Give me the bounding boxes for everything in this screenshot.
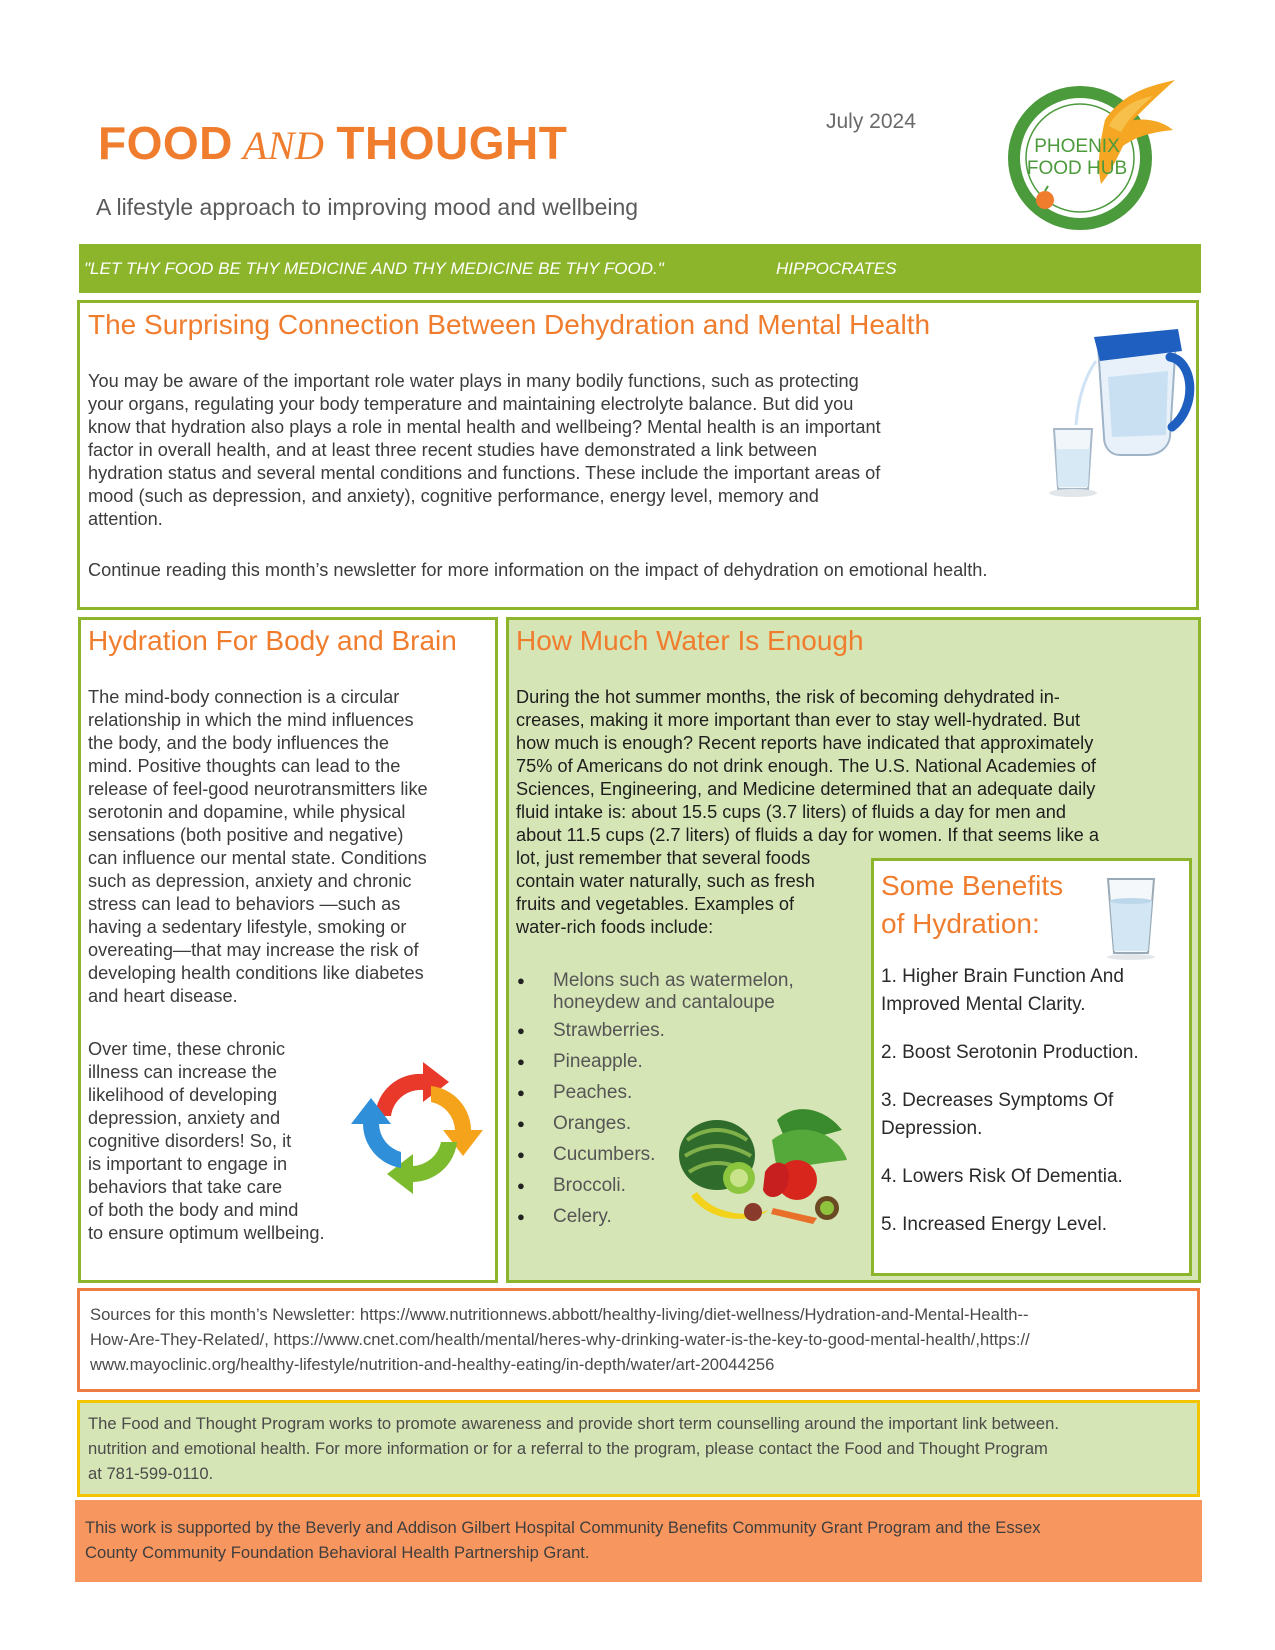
section-dehydration-paragraph [88,370,988,531]
paragraph-line: depression, anxiety and [88,1108,281,1128]
paragraph-line: 75% of Americans do not drink enough. The U.S. National Academies of [516,756,1096,776]
paragraph-line: factor in overall health, and at least three recent studies have demonstrated a link between [88,440,817,460]
section-dehydration [77,300,1199,610]
paragraph-line: is important to engage in [88,1154,288,1174]
sources-line[interactable]: How-Are-They-Related/, https://www.cnet.com/health/mental/heres-why-drinking-water-is-the-key-to-good-mental-health/,https:// [90,1330,1030,1349]
sources-line[interactable]: www.mayoclinic.org/healthy-lifestyle/nutrition-and-healthy-eating/in-depth/water/art-20044256 [90,1355,775,1374]
paragraph-line: sensations (both positive and negative) [88,825,404,845]
paragraph-line: illness can increase the [88,1062,278,1082]
paragraph-line: can influence our mental state. Conditions [88,848,427,868]
newsletter-title [98,116,567,170]
water-glass-image [1096,873,1166,961]
paragraph-line: know that hydration also plays a role in mental health and wellbeing? Mental health is an important [88,417,881,437]
support-text [85,1515,1041,1565]
benefit-item: 3. Decreases Symptoms Of Depression. [881,1090,1114,1139]
section-hydration-body-paragraph [88,686,488,1008]
title-and: AND [242,123,325,168]
list-item: ● Pineapple. [513,1051,833,1073]
paragraph-line: stress can lead to behaviors —such as [88,894,401,914]
list-item: ● Melons such as watermelon, honeydew and cantaloupe [513,970,833,1014]
paragraph-line: During the hot summer months, the risk of becoming dehydrated in- [516,687,1060,707]
benefits-of-hydration-box [871,858,1192,1276]
program-info-box [77,1400,1200,1497]
section-dehydration-heading: The Surprising Connection Between Dehydration and Mental Health [88,309,931,340]
quote-text: "LET THY FOOD BE THY MEDICINE AND THY MEDICINE BE THY FOOD." [84,259,664,278]
paragraph-line: likelihood of developing [88,1085,278,1105]
paragraph-line: water-rich foods include: [516,917,714,937]
paragraph-line: overeating—that may increase the risk of [88,940,419,960]
paragraph-line: The mind-body connection is a circular [88,687,400,707]
paragraph-line: to ensure optimum wellbeing. [88,1223,325,1243]
paragraph-line: of both the body and mind [88,1200,299,1220]
water-pitcher-image [1038,317,1198,502]
support-acknowledgement-box [75,1500,1202,1582]
sources-text [90,1302,1030,1377]
paragraph-line: You may be aware of the important role water plays in many bodily functions, such as protecting [88,371,859,391]
paragraph-line: fruits and vegetables. Examples of [516,894,795,914]
paragraph-line: having a sedentary lifestyle, smoking or [88,917,407,937]
list-item: ● Broccoli. [513,1175,833,1197]
logo-name-line1: PHOENIX [1034,136,1120,157]
paragraph-line: serotonin and dopamine, while physical [88,802,406,822]
sources-box [77,1288,1200,1392]
benefit-item: 4. Lowers Risk Of Dementia. [881,1166,1123,1187]
paragraph-line: Over time, these chronic [88,1039,286,1059]
paragraph-line: lot, just remember that several foods [516,848,811,868]
sources-line[interactable]: Sources for this month’s Newsletter: https://www.nutritionnews.abbott/healthy-living/diet-wellness/Hydration-and-Mental-Health-- [90,1305,1029,1324]
benefits-heading [881,867,1063,943]
fruits-vegetables-image [677,1100,852,1240]
paragraph-line: fluid intake is: about 15.5 cups (3.7 liters) of fluids a day for men and [516,802,1066,822]
section-water-heading: How Much Water Is Enough [516,625,864,656]
paragraph-line: mood (such as depression, and anxiety), cognitive performance, energy level, memory and [88,486,819,506]
logo-name-line2: FOOD HUB [1026,158,1128,179]
paragraph-line: Sciences, Engineering, and Medicine determined that an adequate daily [516,779,1096,799]
paragraph-line: and heart disease. [88,986,238,1006]
issue-date: July 2024 [826,110,916,133]
title-food: FOOD [98,117,233,169]
paragraph-line: creases, making it more important than ever to stay well-hydrated. But [516,710,1081,730]
paragraph-line: developing health conditions like diabetes [88,963,424,983]
benefits-list [881,963,1176,1259]
list-item: ● Cucumbers. [513,1144,833,1166]
paragraph-line: hydration status and several mental conditions and functions. These include the important areas of [88,463,881,483]
program-line: The Food and Thought Program works to promote awareness and provide short term counselling around the important link between. [88,1414,1059,1433]
section-dehydration-closing: Continue reading this month’s newsletter for more information on the impact of dehydration on emotional health. [88,560,988,580]
list-item: ● Celery. [513,1206,833,1228]
section-hydration-body-brain [78,617,498,1283]
list-item: ● Peaches. [513,1082,833,1104]
paragraph-line: behaviors that take care [88,1177,283,1197]
paragraph-line: contain water naturally, such as fresh [516,871,815,891]
paragraph-line: about 11.5 cups (2.7 liters) of fluids a day for women. If that seems like a [516,825,1099,845]
benefit-item: 5. Increased Energy Level. [881,1214,1108,1235]
section-hydration-body-paragraph-2 [88,1038,325,1245]
paragraph-line: relationship in which the mind influences [88,710,414,730]
newsletter-subtitle: A lifestyle approach to improving mood and wellbeing [96,194,639,220]
paragraph-line: such as depression, anxiety and chronic [88,871,412,891]
benefits-heading-line1: Some Benefits [881,870,1064,901]
paragraph-line: cognitive disorders! So, it [88,1131,292,1151]
benefits-heading-line2: of Hydration: [881,908,1040,939]
paragraph-line: mind. Positive thoughts can lead to the [88,756,401,776]
section-hydration-body-heading: Hydration For Body and Brain [88,625,457,656]
phoenix-food-hub-logo [1005,80,1180,230]
support-line: County Community Foundation Behavioral Health Partnership Grant. [85,1543,590,1562]
paragraph-line: the body, and the body influences the [88,733,389,753]
quote-banner [79,244,1201,293]
quote-author: HIPPOCRATES [776,259,897,278]
benefit-item: 1. Higher Brain Function And Improved Mental Clarity. [881,966,1124,1015]
paragraph-line: your organs, regulating your body temperature and maintaining electrolyte balance. But did you [88,394,854,414]
paragraph-line: attention. [88,509,163,529]
support-line: This work is supported by the Beverly and Addison Gilbert Hospital Community Benefits Community Grant Program and the Essex [85,1518,1041,1537]
program-line: nutrition and emotional health. For more information or for a referral to the program, please contact the Food and Thought Program [88,1439,1048,1458]
list-item: ● Oranges. [513,1113,833,1135]
paragraph-line: how much is enough? Recent reports have indicated that approximately [516,733,1094,753]
program-line: at 781-599-0110. [88,1464,214,1483]
paragraph-line: release of feel-good neurotransmitters like [88,779,428,799]
benefit-item: 2. Boost Serotonin Production. [881,1042,1139,1063]
title-thought: THOUGHT [336,117,568,169]
list-item: ● Strawberries. [513,1020,833,1042]
cycle-arrows-icon [345,1056,490,1196]
program-info-text [88,1411,1059,1486]
